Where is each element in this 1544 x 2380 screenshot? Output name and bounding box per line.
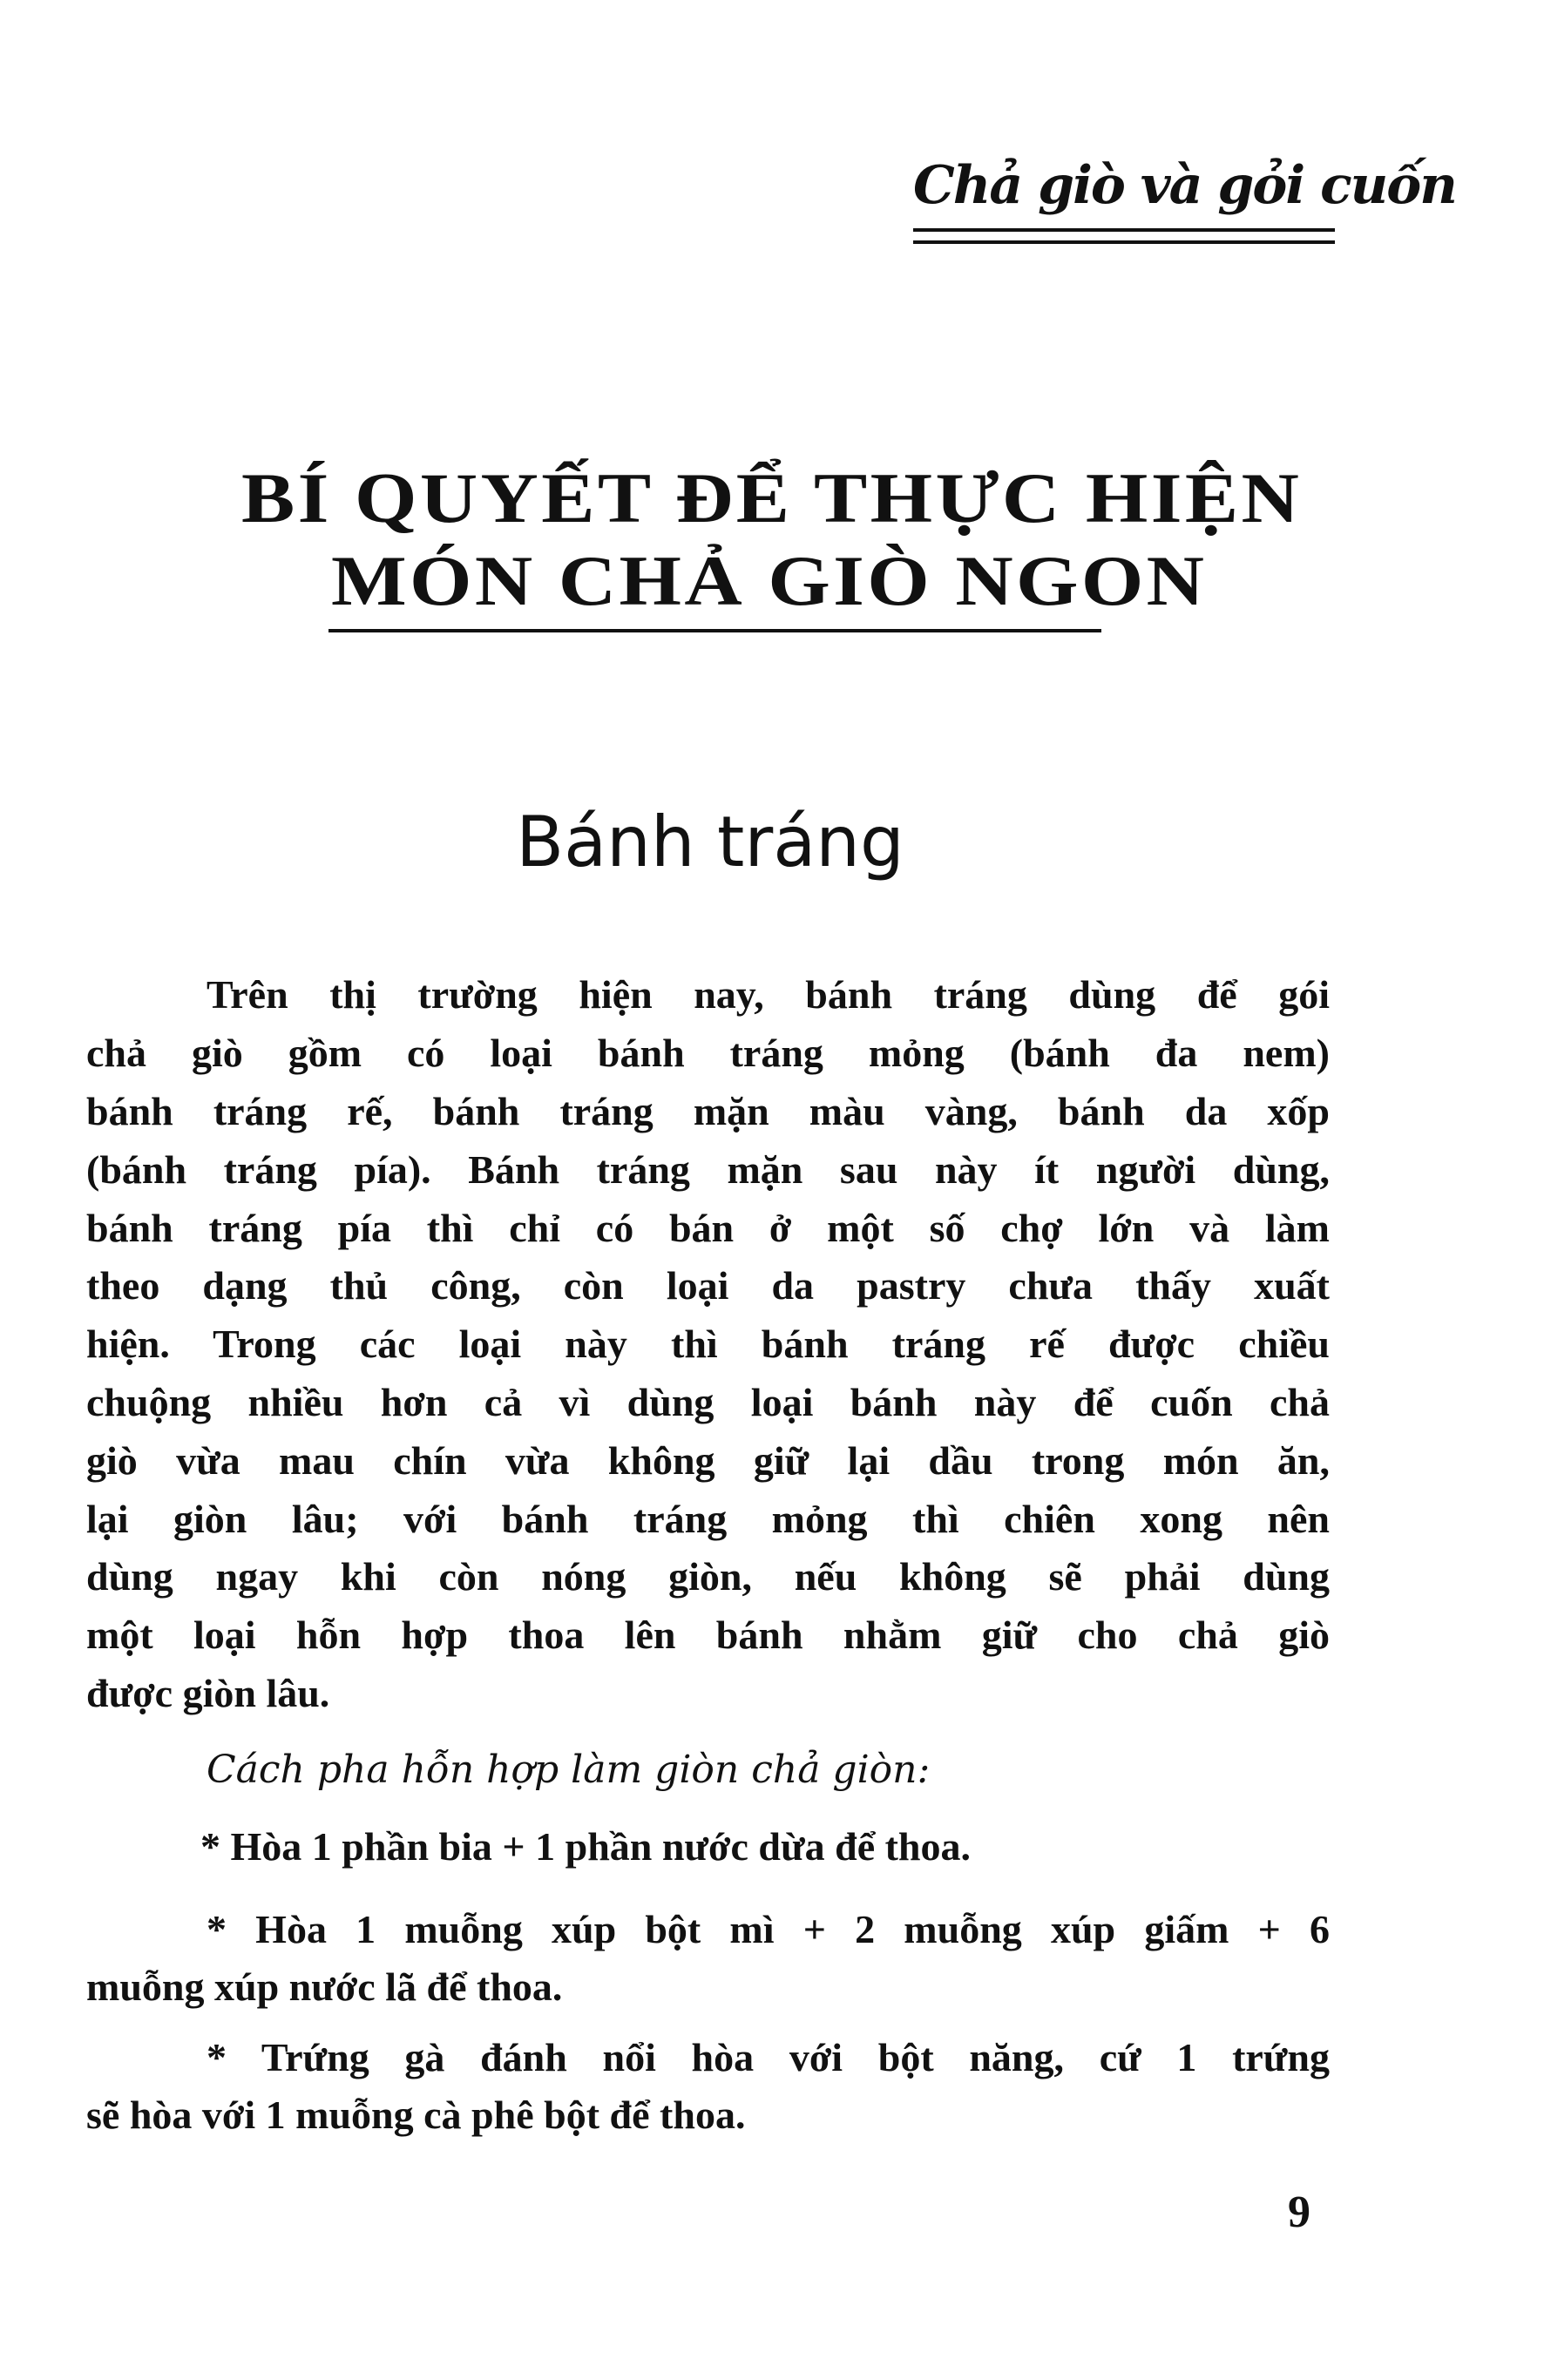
paragraph-line: (bánh tráng pía). Bánh tráng mặn sau này ít người dùng, bbox=[86, 1147, 1330, 1192]
recipe-line: * Hòa 1 phần bia + 1 phần nước dừa để thoa. bbox=[200, 1824, 972, 1869]
paragraph-line: dùng ngay khi còn nóng giòn, nếu không sẽ phải dùng bbox=[86, 1554, 1330, 1599]
paragraph-line: lại giòn lâu; với bánh tráng mỏng thì chiên xong nên bbox=[86, 1497, 1330, 1541]
page-number: 9 bbox=[1288, 2187, 1310, 2237]
paragraph-line: hiện. Trong các loại này thì bánh tráng rế được chiều bbox=[86, 1322, 1330, 1366]
recipe-line: * Trứng gà đánh nổi hòa với bột năng, cứ 1 trứng bbox=[207, 2035, 1330, 2079]
paragraph-line: bánh tráng rế, bánh tráng mặn màu vàng, bánh da xốp bbox=[86, 1089, 1330, 1133]
section-heading: Bánh tráng bbox=[516, 801, 904, 882]
paragraph-line: một loại hỗn hợp thoa lên bánh nhằm giữ cho chả giò bbox=[86, 1613, 1330, 1657]
paragraph-line: theo dạng thủ công, còn loại da pastry chưa thấy xuất bbox=[86, 1263, 1330, 1308]
title-underline bbox=[328, 629, 1101, 632]
paragraph-line: Trên thị trường hiện nay, bánh tráng dùng để gói bbox=[207, 972, 1330, 1017]
recipe-line: * Hòa 1 muỗng xúp bột mì + 2 muỗng xúp giấm + 6 bbox=[207, 1907, 1330, 1951]
running-header: Chả giò và gỏi cuốn bbox=[913, 155, 1456, 216]
recipe-line: sẽ hòa với 1 muỗng cà phê bột để thoa. bbox=[86, 2093, 746, 2137]
chapter-title-line-1: BÍ QUYẾT ĐỂ THỰC HIỆN bbox=[241, 458, 1303, 538]
paragraph-line: chả giò gồm có loại bánh tráng mỏng (bánh đa nem) bbox=[86, 1031, 1330, 1075]
paragraph-line: chuộng nhiều hơn cả vì dùng loại bánh này để cuốn chả bbox=[86, 1380, 1330, 1424]
recipe-heading: Cách pha hỗn hợp làm giòn chả giòn: bbox=[207, 1748, 931, 1792]
paragraph-line: giò vừa mau chín vừa không giữ lại dầu trong món ăn, bbox=[86, 1438, 1330, 1483]
paragraph-line: được giòn lâu. bbox=[86, 1671, 330, 1715]
header-rule-top bbox=[913, 228, 1335, 232]
paragraph-line: bánh tráng pía thì chỉ có bán ở một số chợ lớn và làm bbox=[86, 1206, 1330, 1250]
chapter-title-line-2: MÓN CHẢ GIÒ NGON bbox=[331, 541, 1208, 620]
recipe-line: muỗng xúp nước lã để thoa. bbox=[86, 1964, 563, 2009]
header-rule-bottom bbox=[913, 240, 1335, 244]
